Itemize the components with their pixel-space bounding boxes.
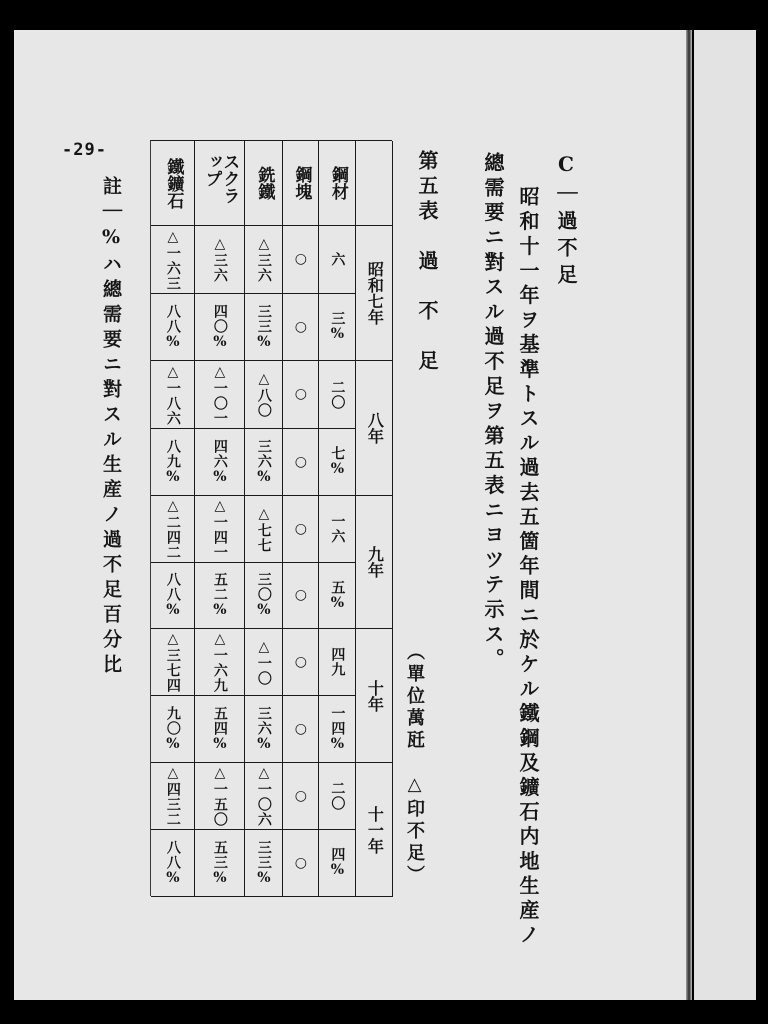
percent-cell <box>319 429 356 496</box>
value-cell-text: △一〇六 <box>255 765 272 827</box>
percent-cell-text: 四% <box>329 847 346 879</box>
percent-cell-text: ○ <box>292 720 309 738</box>
percent-cell <box>283 429 319 496</box>
value-cell <box>283 361 319 429</box>
percent-cell-text: 三% <box>329 311 346 343</box>
value-cell <box>283 763 319 830</box>
percent-cell <box>151 563 195 629</box>
percent-cell-text: 四六% <box>211 438 228 486</box>
page-fold-shadow <box>686 30 692 1000</box>
value-cell <box>151 361 195 429</box>
percent-cell <box>319 696 356 763</box>
table-corner <box>356 141 393 226</box>
adjacent-page-edge <box>694 30 756 1000</box>
value-cell <box>319 629 356 696</box>
value-cell <box>319 496 356 563</box>
percent-cell-text: ○ <box>292 453 309 471</box>
percent-cell-text: 五% <box>329 579 346 612</box>
value-cell-text: 四九 <box>329 647 346 677</box>
value-cell-text: △一〇一 <box>211 363 228 426</box>
value-cell-text: ○ <box>292 787 309 805</box>
percent-cell <box>319 563 356 629</box>
percent-cell-text: 三三% <box>255 839 272 887</box>
percent-cell <box>195 429 245 496</box>
value-cell-text: △一四一 <box>211 498 228 560</box>
footnote: 註｜%ハ總需要ニ對スル生産ノ過不足百分比 <box>100 176 122 679</box>
value-cell <box>319 763 356 830</box>
percent-cell-text: 八八% <box>164 572 181 619</box>
percent-cell-text: 四〇% <box>211 303 228 351</box>
percent-cell <box>245 563 283 629</box>
material-header-text: スクラップ <box>201 153 240 204</box>
percent-cell <box>245 830 283 897</box>
percent-cell-text: 五四% <box>211 705 228 753</box>
value-cell <box>245 226 283 294</box>
percent-cell-text: 三六% <box>255 438 272 486</box>
value-cell-text: △八〇 <box>255 371 272 418</box>
year-header-text: 十年 <box>365 679 385 712</box>
paragraph-line-2: 總需要ニ對スル過不足ヲ第五表ニヨツテ示ス。 <box>481 152 505 673</box>
percent-cell-text: 八八% <box>164 839 181 887</box>
value-cell-text: 二〇 <box>329 781 346 811</box>
value-cell-text: △三六 <box>255 236 272 283</box>
value-cell <box>195 496 245 563</box>
material-header-text: 銑鐵 <box>254 166 275 200</box>
percent-cell <box>151 429 195 496</box>
value-cell <box>283 226 319 294</box>
value-cell <box>151 226 195 294</box>
material-header <box>319 141 356 226</box>
value-cell <box>151 763 195 830</box>
value-cell <box>195 361 245 429</box>
value-cell <box>283 496 319 563</box>
value-cell <box>151 496 195 563</box>
value-cell <box>283 629 319 696</box>
year-header <box>356 629 393 763</box>
percent-cell-text: 七% <box>329 446 346 478</box>
value-cell-text: △二四二 <box>164 498 181 560</box>
material-header <box>151 141 195 226</box>
percent-cell <box>283 563 319 629</box>
material-header-text: 鋼塊 <box>291 166 312 200</box>
year-header <box>356 763 393 897</box>
percent-cell <box>245 294 283 361</box>
value-cell-text: 二〇 <box>329 379 346 410</box>
value-cell-text: 六 <box>329 252 346 267</box>
percent-cell <box>283 830 319 897</box>
percent-cell <box>245 696 283 763</box>
value-cell <box>195 226 245 294</box>
percent-cell <box>283 294 319 361</box>
value-cell-text: △七七 <box>255 505 272 553</box>
percent-cell-text: ○ <box>292 854 309 872</box>
material-header <box>195 141 245 226</box>
value-cell-text: ○ <box>292 653 309 671</box>
value-cell-text: ○ <box>292 520 309 538</box>
percent-cell-text: ○ <box>292 318 309 336</box>
percent-cell <box>151 830 195 897</box>
percent-cell-text: 三〇% <box>255 572 272 619</box>
percent-cell <box>151 696 195 763</box>
percent-cell <box>245 429 283 496</box>
percent-cell <box>319 830 356 897</box>
year-header <box>356 226 393 361</box>
value-cell <box>245 496 283 563</box>
percent-cell-text: 五二% <box>211 572 228 619</box>
material-header <box>245 141 283 226</box>
percent-cell-text: 五三% <box>211 839 228 887</box>
year-header <box>356 496 393 629</box>
material-header <box>283 141 319 226</box>
percent-cell-text: ○ <box>292 587 309 604</box>
value-cell-text: △四三二 <box>164 765 181 827</box>
percent-cell-text: 三六% <box>255 705 272 753</box>
material-header-text: 鐵鑛石 <box>163 157 184 209</box>
surplus-deficit-table <box>150 140 392 896</box>
value-cell-text: ○ <box>292 251 309 268</box>
percent-cell-text: 一四% <box>329 705 346 753</box>
percent-cell <box>151 294 195 361</box>
year-header <box>356 361 393 496</box>
percent-cell <box>195 294 245 361</box>
value-cell <box>245 763 283 830</box>
value-cell <box>195 629 245 696</box>
year-header-text: 昭和七年 <box>365 261 385 325</box>
percent-cell-text: 八九% <box>164 438 181 486</box>
value-cell-text: △三七四 <box>164 631 181 693</box>
value-cell-text: △三六 <box>211 236 228 283</box>
value-cell <box>245 629 283 696</box>
value-cell-text: △一五〇 <box>211 765 228 827</box>
value-cell <box>319 226 356 294</box>
percent-cell <box>195 696 245 763</box>
value-cell-text: △一六三 <box>164 228 181 291</box>
percent-cell <box>283 696 319 763</box>
percent-cell <box>319 294 356 361</box>
paragraph-line-1: 昭和十一年ヲ基準トスル過去五箇年間ニ於ケル鐵鋼及鑛石内地生産ノ <box>516 186 540 949</box>
table-title: 第五表 過 不 足 <box>415 150 439 375</box>
year-header-text: 十一年 <box>365 805 385 854</box>
section-heading: C｜過不足 <box>554 152 578 291</box>
table-unit-note: （單位萬瓩 △印不足） <box>404 642 425 887</box>
percent-cell-text: 九〇% <box>164 705 181 753</box>
value-cell <box>319 361 356 429</box>
year-header-text: 九年 <box>365 546 385 578</box>
value-cell-text: △一〇 <box>255 638 272 686</box>
value-cell <box>245 361 283 429</box>
page-number: -29- <box>62 140 107 160</box>
value-cell <box>151 629 195 696</box>
percent-cell-text: 三三% <box>255 303 272 351</box>
year-header-text: 八年 <box>365 412 385 444</box>
percent-cell <box>195 830 245 897</box>
percent-cell-text: 八八% <box>164 303 181 351</box>
value-cell-text: ○ <box>292 386 309 403</box>
material-header-text: 鋼材 <box>327 166 348 200</box>
value-cell-text: △一六九 <box>211 631 228 693</box>
percent-cell <box>195 563 245 629</box>
value-cell <box>195 763 245 830</box>
value-cell-text: △一八六 <box>164 363 181 426</box>
value-cell-text: 一六 <box>329 514 346 544</box>
